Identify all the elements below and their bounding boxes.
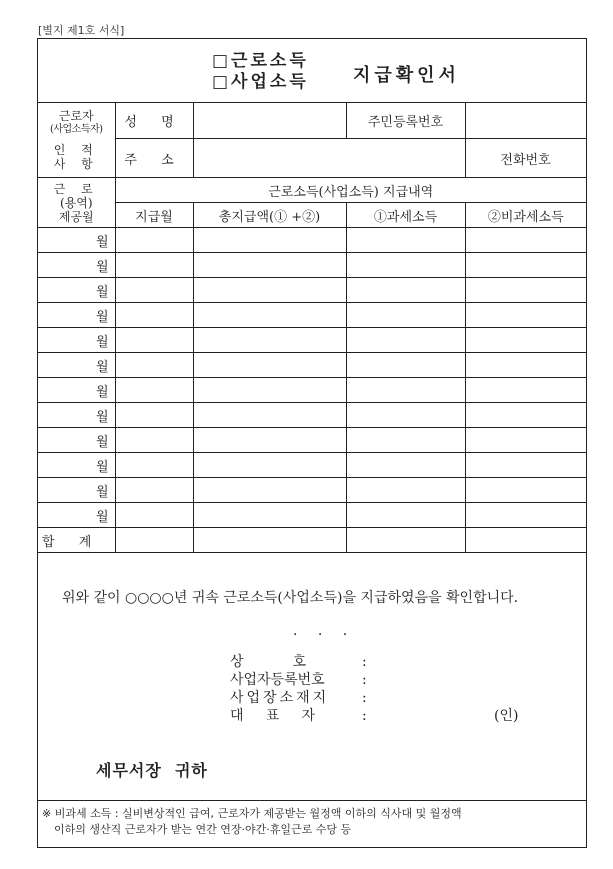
confirmation-form [37,38,587,848]
nontaxable-cell[interactable] [465,428,586,453]
total-pay-cell[interactable] [193,403,346,428]
nontaxable-note [38,800,586,848]
field-row-representative[interactable] [230,707,367,725]
business-reg-number-label: 사업자등록번호 [230,672,325,688]
pay-month-cell[interactable] [115,503,193,528]
total-label: 합 계 [38,528,115,553]
total-pay-cell[interactable] [193,378,346,403]
table-row [38,403,586,428]
table-row [38,253,586,278]
payment-column-header-row [38,203,586,228]
field-colon: : [362,654,367,670]
month-label: 월 [38,278,115,303]
title-row [38,39,586,103]
pay-month-cell[interactable] [115,228,193,253]
personal-info-section-label: 근로자 (사업소득자) 인 적 사 항 [38,102,115,178]
form-title: 지급확인서 [353,65,460,86]
pay-month-cell[interactable] [115,353,193,378]
table-row [38,353,586,378]
total-pay-cell[interactable] [193,228,346,253]
column-header-total-pay: 총지급액(① +②) [193,203,346,228]
total-pay-cell[interactable] [193,428,346,453]
taxable-cell[interactable] [346,503,465,528]
note-line-2: 이하의 생산직 근로자가 받는 연간 연장·야간·휴일근로 수당 등 [54,823,352,836]
payment-section-title: 근로소득(사업소득) 지급내역 [115,178,586,203]
column-header-taxable: ①과세소득 [346,203,465,228]
field-row-business-address[interactable] [230,689,367,707]
pay-month-cell[interactable] [115,403,193,428]
taxable-cell[interactable] [346,228,465,253]
payment-table [38,102,586,553]
field-colon: : [362,708,367,724]
table-row [38,278,586,303]
pay-month-cell[interactable] [115,278,193,303]
payer-info-fields [230,653,367,725]
table-row [38,503,586,528]
month-label: 월 [38,478,115,503]
table-row [38,478,586,503]
earned-income-option[interactable]: □근로소득 [212,51,309,71]
table-row [38,453,586,478]
payment-section-title-row [38,178,586,203]
column-header-nontaxable: ②비과세소득 [465,203,586,228]
table-row [38,328,586,353]
month-label: 월 [38,453,115,478]
month-label: 월 [38,228,115,253]
nontaxable-cell[interactable] [465,353,586,378]
representative-label: 대 표 자 [230,708,316,724]
taxable-cell[interactable] [346,403,465,428]
phone-label: 전화번호 [465,139,586,178]
name-field[interactable] [193,102,346,139]
table-row [38,428,586,453]
nontaxable-cell[interactable] [465,503,586,528]
total-pay-cell[interactable] [193,328,346,353]
total-taxable-cell[interactable] [346,528,465,553]
pay-month-cell[interactable] [115,253,193,278]
total-row [38,528,586,553]
field-row-business-reg-number[interactable] [230,671,367,689]
nontaxable-cell[interactable] [465,303,586,328]
taxable-cell[interactable] [346,478,465,503]
column-header-pay-month: 지급월 [115,203,193,228]
nontaxable-cell[interactable] [465,378,586,403]
taxable-cell[interactable] [346,428,465,453]
month-label: 월 [38,378,115,403]
total-pay-cell[interactable] [193,253,346,278]
month-label: 월 [38,303,115,328]
total-nontaxable-cell[interactable] [465,528,586,553]
table-row [38,228,586,253]
month-label: 월 [38,428,115,453]
pay-month-cell[interactable] [115,478,193,503]
month-label: 월 [38,353,115,378]
nontaxable-cell[interactable] [465,328,586,353]
nontaxable-cell[interactable] [465,478,586,503]
address-label: 주 소 [115,139,193,178]
total-pay-month-cell[interactable] [115,528,193,553]
nontaxable-cell[interactable] [465,453,586,478]
table-row [38,378,586,403]
taxable-cell[interactable] [346,303,465,328]
name-label: 성 명 [115,102,193,139]
total-pay-cell[interactable] [193,503,346,528]
pay-month-cell[interactable] [115,328,193,353]
business-name-label: 상 호 [230,654,307,670]
total-pay-cell[interactable] [193,353,346,378]
table-row [38,303,586,328]
total-pay-cell[interactable] [193,478,346,503]
month-label: 월 [38,253,115,278]
confirmation-statement: 위와 같이 ○○○○년 귀속 근로소득(사업소득)을 지급하였음을 확인합니다. [62,590,519,606]
income-type-options [212,51,309,93]
nontaxable-cell[interactable] [465,253,586,278]
confirmation-section [38,575,586,800]
note-line-1: ※ 비과세 소득 : 실비변상적인 급여, 근로자가 제공받는 월정액 이하의 식사대 및 월정액 [42,807,462,820]
nontaxable-cell[interactable] [465,228,586,253]
nontaxable-cell[interactable] [465,403,586,428]
taxable-cell[interactable] [346,453,465,478]
pay-month-cell[interactable] [115,428,193,453]
field-colon: : [362,690,367,706]
personal-info-row-2 [38,139,586,178]
month-label: 월 [38,328,115,353]
seal-mark: (인) [494,708,519,724]
total-pay-cell[interactable] [193,303,346,328]
resident-number-field[interactable] [465,102,586,139]
personal-info-row-1 [38,102,586,139]
field-row-business-name[interactable] [230,653,367,671]
taxable-cell[interactable] [346,353,465,378]
taxable-cell[interactable] [346,328,465,353]
total-pay-cell[interactable] [193,453,346,478]
month-label: 월 [38,403,115,428]
nontaxable-cell[interactable] [465,278,586,303]
month-label: 월 [38,503,115,528]
taxable-cell[interactable] [346,278,465,303]
total-total-pay-cell[interactable] [193,528,346,553]
resident-number-label: 주민등록번호 [346,102,465,139]
pay-month-cell[interactable] [115,453,193,478]
address-field[interactable] [193,139,465,178]
form-number-label: [별지 제1호 서식] [38,24,125,37]
pay-month-cell[interactable] [115,303,193,328]
field-colon: : [362,672,367,688]
taxable-cell[interactable] [346,253,465,278]
taxable-cell[interactable] [346,378,465,403]
business-address-label: 사업장소재지 [230,690,330,706]
service-month-header: 근 로 (용역) 제공월 [38,178,115,228]
pay-month-cell[interactable] [115,378,193,403]
total-pay-cell[interactable] [193,278,346,303]
business-income-option[interactable]: □사업소득 [212,72,309,92]
tax-office-addressee: 세무서장 귀하 [96,761,208,780]
date-field[interactable]: · · · [293,627,356,643]
